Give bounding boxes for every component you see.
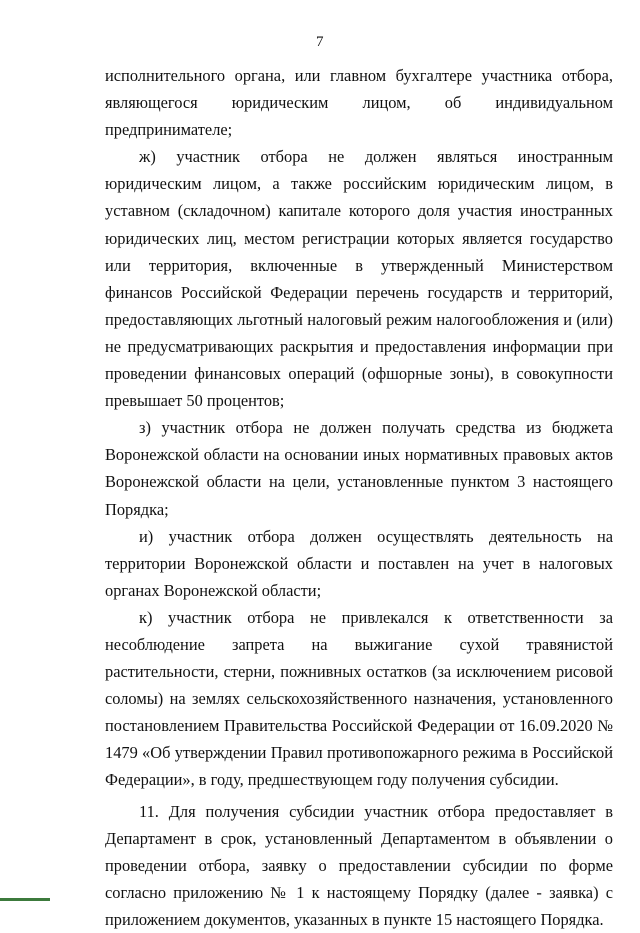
paragraph-clause-11: 11. Для получения субсидии участник отбора предоставляет в Департамент в срок, установленный Департаментом в объявлении о проведении отбора, заявку о предоставлении субсидии по форме согласно приложению № 1 к настоящему Порядку (далее - заявка) с приложением документов, указанных в пункте 15 настоящего Порядка. bbox=[105, 801, 613, 929]
paragraph-continuation: исполнительного органа, или главном бухгалтере участника отбора, являющегося юридическим лицом, об индивидуальном предпринимателе; bbox=[105, 66, 613, 140]
paragraph-item-k: к) участник отбора не привлекался к ответственности за несоблюдение запрета на выжигание сухой травянистой растительности, стерни, пожнивных остатков (за исключением рисовой соломы) на землях сельскохозяйственного назначения, установленного постановлением Правительства Российской Федерации от 16.09.2020 № 1479 «Об утверждении Правил противопожарного режима в Российской Федерации», в году, предшествующем году получения субсидии. bbox=[105, 607, 613, 790]
document-body bbox=[105, 62, 613, 933]
paragraph-item-i: и) участник отбора должен осуществлять деятельность на территории Воронежской области и поставлен на учет в налоговых органах Воронежской области; bbox=[105, 526, 613, 600]
page-number: 7 bbox=[316, 34, 324, 50]
paragraph-item-zh: ж) участник отбора не должен являться иностранным юридическим лицом, а также российским юридическим лицом, в уставном (складочном) капитале которого доля участия иностранных юридических лиц, местом регистрации которых является государство или территория, включенные в утвержденный Министерством финансов Российской Федерации перечень государств и территорий, предоставляющих льготный налоговый режим налогообложения и (или) не предусматривающих раскрытия и предоставления информации при проведении финансовых операций (офшорные зоны), в совокупности превышает 50 процентов; bbox=[105, 147, 613, 411]
paragraph-item-z: з) участник отбора не должен получать средства из бюджета Воронежской области на основании иных нормативных правовых актов Воронежской области на цели, установленные пунктом 3 настоящего Порядка; bbox=[105, 418, 613, 519]
